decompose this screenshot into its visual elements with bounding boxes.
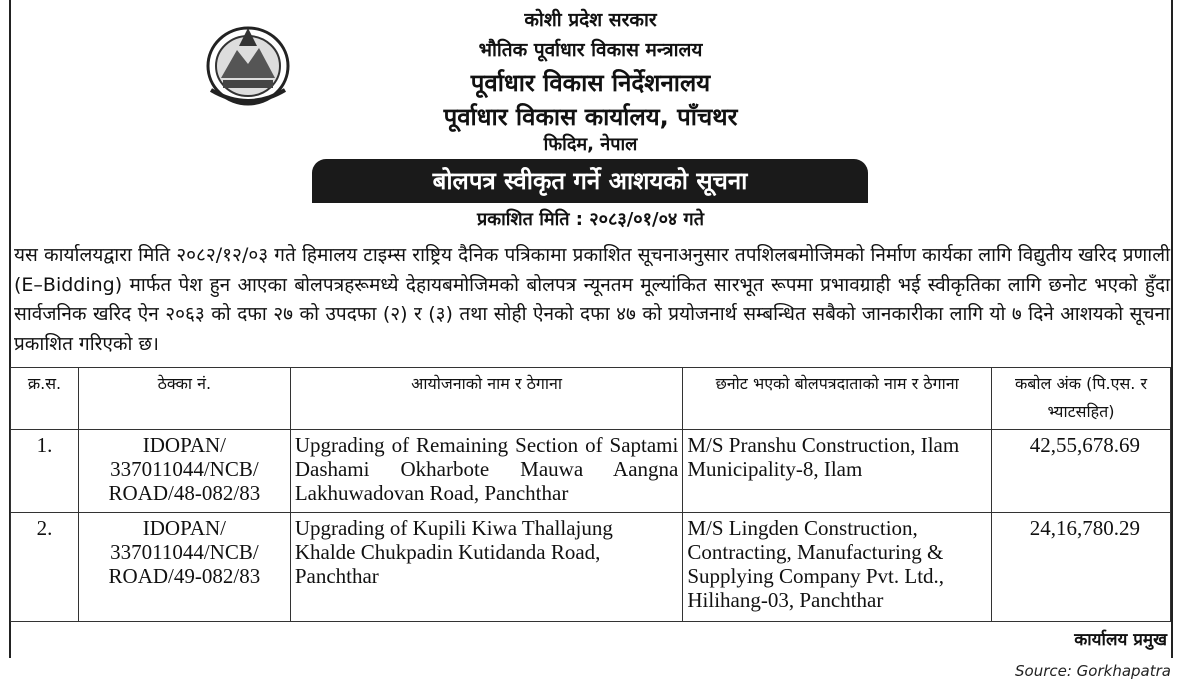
cell-sn: 1.: [11, 430, 79, 513]
signature: कार्यालय प्रमुख: [1074, 630, 1167, 650]
header-directorate: पूर्वाधार विकास निर्देशनालय: [470, 69, 711, 97]
header-office: पूर्वाधार विकास कार्यालय, पाँचथर: [443, 103, 738, 131]
published-date: प्रकाशित मिति : २०८३/०१/०४ गते: [477, 209, 704, 230]
cell-amount: 24,16,780.29: [992, 513, 1171, 622]
table-header-row: [11, 368, 1171, 430]
header-province: कोशी प्रदेश सरकार: [524, 9, 657, 31]
cell-project: Upgrading of Remaining Section of Saptami Dashami Okharbote Mauwa Aangna Lakhuwadovan Road, Panchthar: [290, 430, 683, 513]
cell-project: Upgrading of Kupili Kiwa Thallajung Khalde Chukpadin Kutidanda Road, Panchthar: [290, 513, 683, 622]
cell-contract: IDOPAN/ 337011044/NCB/ ROAD/48-082/83: [78, 430, 290, 513]
source-credit: Source: Gorkhapatra: [0, 658, 1181, 684]
cell-amount: 42,55,678.69: [992, 430, 1171, 513]
notice-title: बोलपत्र स्वीकृत गर्ने आशयको सूचना: [312, 159, 868, 203]
cell-bidder: M/S Lingden Construction, Contracting, Manufacturing & Supplying Company Pvt. Ltd., Hilihang-03, Panchthar: [683, 513, 992, 622]
cell-sn: 2.: [11, 513, 79, 622]
cell-bidder: M/S Pranshu Construction, Ilam Municipality-8, Ilam: [683, 430, 992, 513]
notice-body: यस कार्यालयद्वारा मिति २०८२/१२/०३ गते हिमालय टाइम्स राष्ट्रिय दैनिक पत्रिकामा प्रकाशित सूचनाअनुसार तपशिलबमोजिमको निर्माण कार्यका लागि विद्युतीय खरिद प्रणाली (E–Bidding) मार्फत पेश हुन आएका बोलपत्रहरूमध्ये देहायबमोजिमको बोलपत्र न्यूनतम मूल्यांकित सारभूत रूपमा प्रभावग्राही भई स्वीकृतिका लागि छनोट भएको हुँदा सार्वजनिक खरिद ऐन २०६३ को दफा २७ को उपदफा (२) र (३) तथा सोही ऐनको दफा ४७ को प्रयोजनार्थ सम्बन्धित सबैको जानकारीका लागि यो ७ दिने आशयको सूचना प्रकाशित गरिएको छ।: [14, 244, 1170, 355]
bid-table: [10, 367, 1171, 622]
col-contract: ठेक्का नं.: [78, 368, 290, 430]
cell-contract: IDOPAN/ 337011044/NCB/ ROAD/49-082/83: [78, 513, 290, 622]
header-ministry: भौतिक पूर्वाधार विकास मन्त्रालय: [478, 39, 703, 61]
col-amount: कबोल अंक (पि.एस. र भ्याटसहित): [992, 368, 1171, 430]
col-bidder: छनोट भएको बोलपत्रदाताको नाम र ठेगाना: [683, 368, 992, 430]
col-sn: क्र.स.: [11, 368, 79, 430]
table-row: [11, 430, 1171, 513]
col-project: आयोजनाको नाम र ठेगाना: [290, 368, 683, 430]
table-row: [11, 513, 1171, 622]
header-location: फिदिम, नेपाल: [543, 134, 638, 155]
